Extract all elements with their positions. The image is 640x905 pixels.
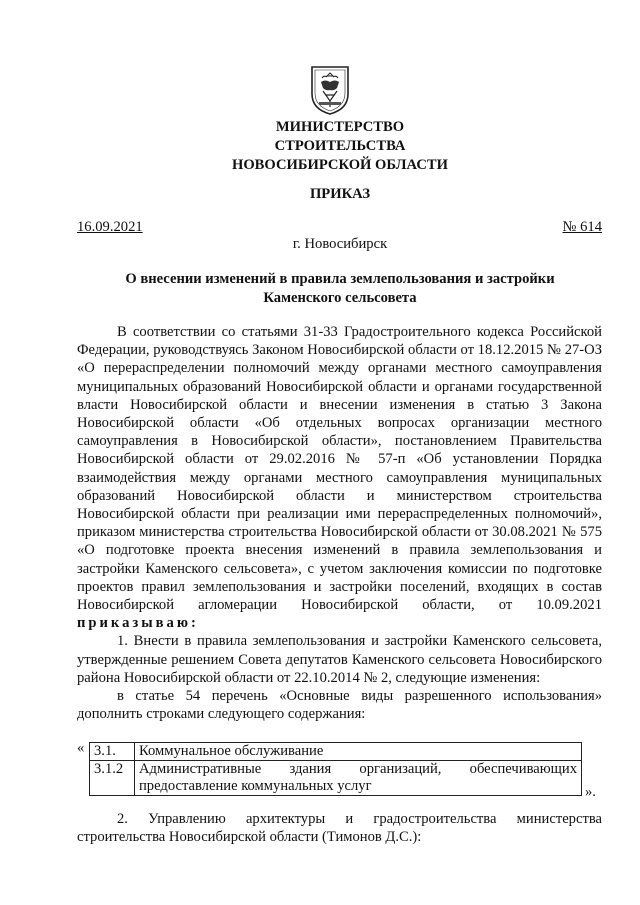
novosibirsk-coat-of-arms-icon [309, 64, 351, 116]
close-quote: ». [585, 784, 596, 800]
ministry-line: СТРОИТЕЛЬСТВА [274, 138, 406, 154]
order-body [77, 323, 602, 723]
ministry-line: МИНИСТЕРСТВО [275, 119, 405, 135]
preamble-paragraph [77, 323, 602, 632]
subject-line: О внесении изменений в правила землепользования и застройки [125, 271, 555, 287]
city: г. Новосибирск [292, 236, 388, 252]
ministry-line: НОВОСИБИРСКОЙ ОБЛАСТИ [231, 157, 448, 173]
ministry-name [0, 118, 640, 175]
item-1-sub-paragraph: в статье 54 перечень «Основные виды разрешенного использования» дополнить строками следующего содержания: [77, 688, 602, 723]
item-1-paragraph: 1. Внести в правила землепользования и застройки Каменского сельсовета, утвержденные решением Совета депутатов Каменского сельсовета Новосибирского района Новосибирской области от 22.10.2014 № 2, следующие изменения: [77, 633, 602, 686]
item-2-paragraph: 2. Управлению архитектуры и градостроительства министерства строительства Новосибирской области (Тимонов Д.С.): [77, 811, 602, 846]
table-cell-code: 3.1. [90, 743, 135, 761]
document-type: ПРИКАЗ [309, 186, 371, 202]
amendment-table-block [77, 740, 602, 800]
table-cell-code: 3.1.2 [90, 761, 135, 796]
preamble-text: В соответствии со статьями 31-33 Градостроительного кодекса Российской Федерации, руководствуясь Законом Новосибирской области от 18.12.2015 № 27-ОЗ «О перераспределении полномочий между органами местного самоуправления муниципальных образований Новосибирской области и органами государственной власти Новосибирской области и внесении изменения в статью 3 Закона Новосибирской области «Об отдельных вопросах организации местного самоуправления в Новосибирской области», постановлением Правительства Новосибирской области от 29.02.2016 № 57-п «Об установлении Порядка взаимодействия между органами местного самоуправления муниципальных образований Новосибирской области и министерством строительства Новосибирской области при реализации ими перераспределенных полномочий», приказом министерства строительства Новосибирской области от 30.08.2021 № 575 «О подготовке проекта внесения изменений в правила землепользования и застройки Каменского сельсовета», с учетом заключения комиссии по подготовке проектов правил землепользования и застройки поселений, входящих в состав Новосибирской агломерации Новосибирской области, от 10.09.2021 [77, 324, 602, 614]
order-command: приказываю: [77, 615, 199, 632]
table-row [90, 743, 582, 761]
order-body-continued [77, 810, 602, 846]
order-subject [0, 270, 640, 308]
table-row [90, 761, 582, 796]
order-date: 16.09.2021 [77, 219, 143, 235]
order-number: № 614 [562, 219, 602, 235]
amendment-table [89, 742, 582, 796]
table-cell-text: Административные здания организаций, обеспечивающих предоставление коммунальных услуг [135, 761, 582, 796]
open-quote: « [77, 740, 85, 756]
table-cell-text: Коммунальное обслуживание [135, 743, 582, 761]
subject-line: Каменского сельсовета [263, 290, 417, 306]
